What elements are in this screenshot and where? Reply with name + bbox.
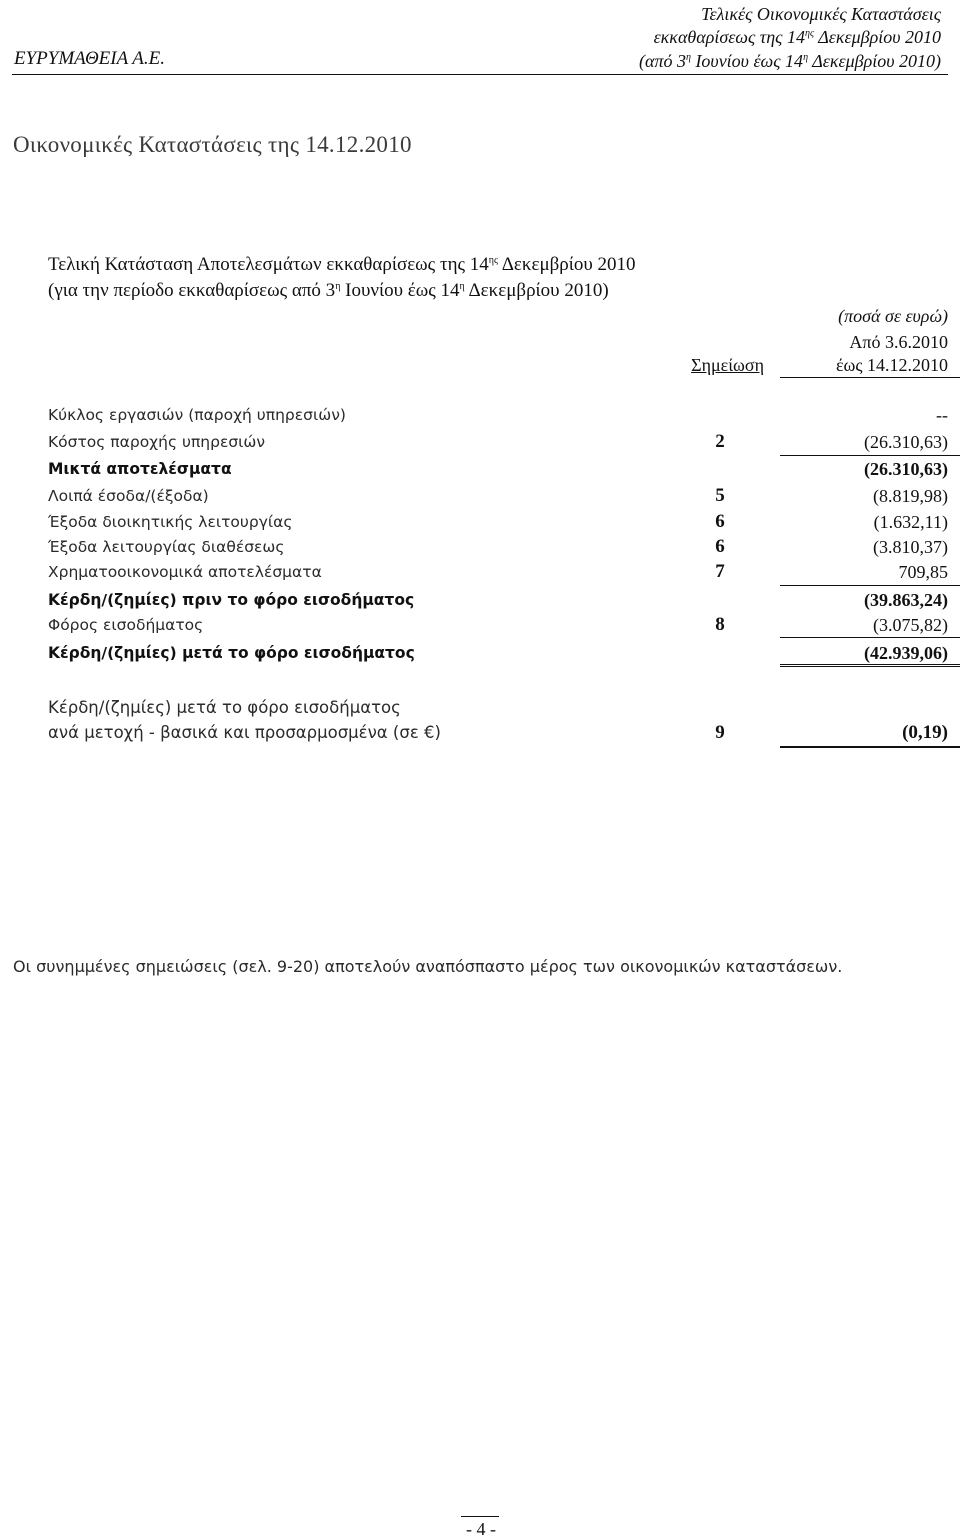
row-value-financial-result: 709,85 [898,562,948,582]
subtotal-rule [780,585,960,586]
total-double-rule [780,664,960,667]
header-period: (από $3^\eta$ Ιουνίου έως $14^\eta$ Δεκεμβρίου 2010) [639,51,941,71]
eps-label-line1: Κέρδη/(ζημίες) μετά το φόρο εισοδήματος [48,698,401,717]
eps-label-line2: ανά μετοχή - βασικά και προσαρμοσμένα (σε €) [48,723,441,742]
row-label-profit-after-tax: Κέρδη/(ζημίες) μετά το φόρο εισοδήματος [48,644,415,662]
row-label-gross-result: Μικτά αποτελέσματα [48,460,232,478]
period-from: Από 3.6.2010 [849,332,948,352]
row-note-financial-result: 7 [715,561,725,582]
row-value-gross-result: (26.310,63) [864,459,948,479]
row-label-revenue: Κύκλος εργασιών (παροχή υπηρεσιών) [48,406,346,424]
period-to: έως 14.12.2010 [835,355,948,375]
row-note-admin-expenses: 6 [715,511,725,532]
eps-rule [780,746,960,748]
row-label-selling-expenses: Έξοδα λειτουργίας διαθέσεως [48,538,285,556]
row-label-admin-expenses: Έξοδα διοικητικής λειτουργίας [48,513,293,531]
subtotal-rule [780,637,960,638]
row-note-other-income: 5 [715,485,725,506]
header-subtitle: εκκαθαρίσεως της $14^{\eta\varsigma}$ Δεκεμβρίου 2010 [653,27,941,47]
page-number: - 4 - [466,1519,496,1539]
row-value-selling-expenses: (3.810,37) [873,537,948,557]
column-header-rule [780,377,960,378]
eps-value: (0,19) [902,722,948,743]
row-value-admin-expenses: (1.632,11) [873,512,948,532]
page-title: Οικονομικές Καταστάσεις της 14.12.2010 [13,132,412,157]
row-value-profit-before-tax: (39.863,24) [864,590,948,610]
header-title: Τελικές Οικονομικές Καταστάσεις [701,4,941,24]
note-column-header: Σημείωση [691,355,764,375]
currency-unit: (ποσά σε ευρώ) [838,306,948,326]
row-label-profit-before-tax: Κέρδη/(ζημίες) πριν το φόρο εισοδήματος [48,591,415,609]
footer-note: Οι συνημμένες σημειώσεις (σελ. 9-20) αποτελούν αναπόσπαστο μέρος των οικονομικών καταστάσεων. [13,957,843,976]
row-note-selling-expenses: 6 [715,536,725,557]
row-value-cost-of-services: (26.310,63) [864,432,948,452]
subtotal-rule [780,455,960,456]
row-note-cost-of-services: 2 [715,431,725,452]
company-name: ΕΥΡΥΜΑΘΕΙΑ Α.Ε. [14,48,165,69]
row-value-income-tax: (3.075,82) [873,615,948,635]
row-label-cost-of-services: Κόστος παροχής υπηρεσιών [48,433,266,451]
statement-subtitle: (για την περίοδο εκκαθαρίσεως από $3^\eta$ Ιουνίου έως $14^\eta$ Δεκεμβρίου 2010) [48,280,609,301]
row-label-other-income: Λοιπά έσοδα/(έξοδα) [48,487,209,505]
statement-title: Τελική Κατάσταση Αποτελεσμάτων εκκαθαρίσεως της $14^{\eta\varsigma}$ Δεκεμβρίου 2010 [48,254,636,275]
row-label-income-tax: Φόρος εισοδήματος [48,616,204,634]
row-value-profit-after-tax: (42.939,06) [864,643,948,663]
page-number-rule [461,1516,499,1517]
row-label-financial-result: Χρηματοοικονομικά αποτελέσματα [48,563,322,581]
eps-note: 9 [715,722,725,743]
row-value-revenue: -- [936,405,948,425]
row-note-income-tax: 8 [715,614,725,635]
row-value-other-income: (8.819,98) [873,486,948,506]
header-divider [12,74,948,75]
